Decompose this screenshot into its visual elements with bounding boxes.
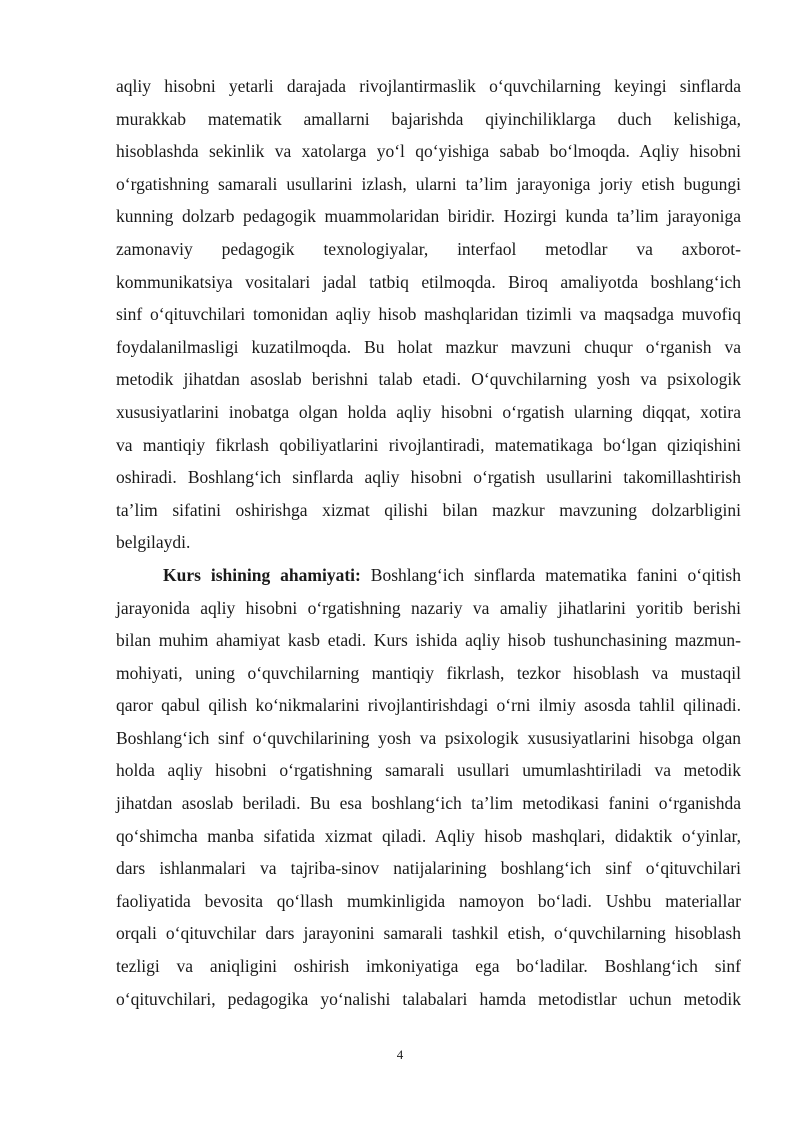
text-line: murakkab matematik amallarni bajarishda qiyinchiliklarga duch kelishiga,	[116, 108, 741, 129]
text-line: belgilaydi.	[116, 532, 191, 553]
text-line: o‘rgatishning samarali usullarini izlash, ularni ta’lim jarayoniga joriy etish bugungi	[116, 173, 741, 194]
text-line: foydalanilmasligi kuzatilmoqda. Bu holat mazkur mavzuni chuqur o‘rganish va	[116, 336, 741, 357]
text-line: kunning dolzarb pedagogik muammolaridan biridir. Hozirgi kunda ta’lim jarayoniga	[116, 206, 741, 227]
text-line: qo‘shimcha manba sifatida xizmat qiladi. Aqliy hisob mashqlari, didaktik o‘yinlar,	[116, 825, 741, 846]
paragraph-relevance	[116, 70, 741, 559]
heading-line-rest: Boshlang‘ich sinflarda matematika fanini o‘qitish	[360, 564, 741, 585]
text-line: dars ishlanmalari va tajriba-sinov natijalarining boshlang‘ich sinf o‘qituvchilari	[116, 858, 741, 879]
text-line: hisoblashda sekinlik va xatolarga yo‘l qo‘yishiga sabab bo‘lmoqda. Aqliy hisobni	[116, 141, 741, 162]
body-text	[116, 70, 741, 1015]
text-line: zamonaviy pedagogik texnologiyalar, interfaol metodlar va axborot-	[116, 238, 741, 259]
text-line: bilan muhim ahamiyat kasb etadi. Kurs ishida aqliy hisob tushunchasining mazmun-	[116, 630, 741, 651]
text-line: sinf o‘qituvchilari tomonidan aqliy hisob mashqlaridan tizimli va maqsadga muvofiq	[116, 304, 741, 325]
text-line: kommunikatsiya vositalari jadal tatbiq etilmoqda. Biroq amaliyotda boshlang‘ich	[116, 271, 741, 292]
text-line: qaror qabul qilish ko‘nikmalarini rivojlantirishdagi o‘rni ilmiy asosda tahlil qilinadi.	[116, 695, 741, 716]
text-line: holda aqliy hisobni o‘rgatishning samarali usullari umumlashtiriladi va metodik	[116, 760, 741, 781]
text-line: jarayonida aqliy hisobni o‘rgatishning nazariy va amaliy jihatlarini yoritib berishi	[116, 597, 741, 618]
text-line: orqali o‘qituvchilar dars jarayonini samarali tashkil etish, o‘quvchilarning hisoblash	[116, 923, 741, 944]
section-heading: Kurs ishining ahamiyati:	[163, 564, 361, 585]
text-line: faoliyatida bevosita qo‘llash mumkinligida namoyon bo‘ladi. Ushbu materiallar	[116, 890, 741, 911]
text-line: oshiradi. Boshlang‘ich sinflarda aqliy hisobni o‘rgatish usullarini takomillashtirish	[116, 467, 741, 488]
text-line	[116, 559, 741, 592]
text-line: aqliy hisobni yetarli darajada rivojlantirmaslik o‘quvchilarning keyingi sinflarda	[116, 76, 741, 96]
text-line: mohiyati, uning o‘quvchilarning mantiqiy fikrlash, tezkor hisoblash va mustaqil	[116, 662, 741, 683]
page-number: 4	[396, 1047, 404, 1062]
text-line: metodik jihatdan asoslab berishni talab etadi. O‘quvchilarning yosh va psixologik	[116, 369, 741, 390]
text-line: va mantiqiy fikrlash qobiliyatlarini rivojlantiradi, matematikaga bo‘lgan qiziqishini	[116, 434, 741, 455]
text-line: o‘qituvchilari, pedagogika yo‘nalishi talabalari hamda metodistlar uchun metodik	[116, 988, 741, 1009]
text-line: ta’lim sifatini oshirishga xizmat qilishi bilan mazkur mavzuning dolzarbligini	[116, 499, 741, 520]
text-line: jihatdan asoslab beriladi. Bu esa boshlang‘ich ta’lim metodikasi fanini o‘rganishda	[116, 793, 741, 814]
text-line: xususiyatlarini inobatga olgan holda aqliy hisobni o‘rgatish ularning diqqat, xotira	[116, 401, 741, 422]
paragraph-significance	[116, 559, 741, 1015]
text-line: Boshlang‘ich sinf o‘quvchilarining yosh va psixologik xususiyatlarini hisobga olgan	[116, 727, 741, 748]
text-line: tezligi va aniqligini oshirish imkoniyatiga ega bo‘ladilar. Boshlang‘ich sinf	[116, 956, 741, 977]
